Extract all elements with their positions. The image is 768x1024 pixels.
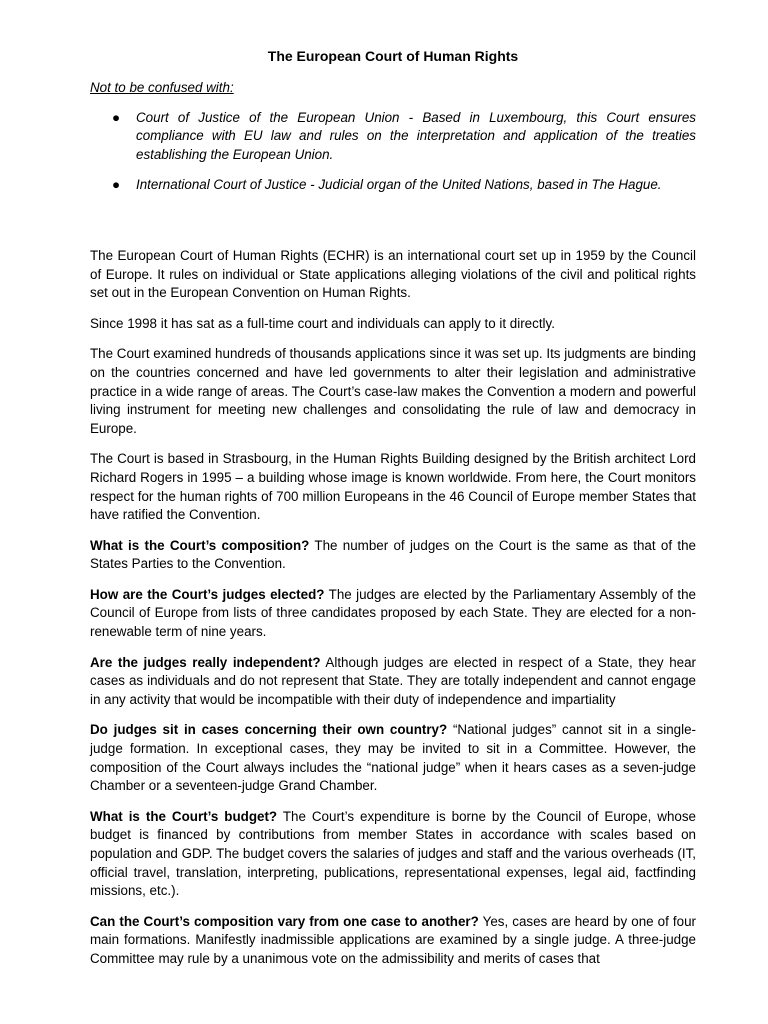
intro-paragraph: The European Court of Human Rights (ECHR) is an international court set up in 1959 by the Council of Europe. It rules on individual or State applications alleging violations of the civil and political rights set out in the European Convention on Human Rights. [90,247,696,301]
faq-answer: The Court’s expenditure is borne by the Council of Europe, whose budget is financed by contributions from member States in accordance with scales based on population and GDP. The budget covers the salaries of judges and staff and the various overheads (IT, official travel, translation, interpreting, publications, representational expenses, legal aid, factfinding missions, etc.). [90,808,696,899]
list-item-text: International Court of Justice - Judicial organ of the United Nations, based in The Hague. [136,177,662,193]
faq-question: Do judges sit in cases concerning their own country? [90,722,448,738]
faq-paragraph [90,721,696,795]
not-confused-list [90,109,696,195]
bullet-icon: ● [112,109,121,125]
faq-question: What is the Court’s budget? [90,808,278,824]
faq-paragraph [90,913,696,969]
faq-answer: “National judges” cannot sit in a single-judge formation. In exceptional cases, they may be invited to sit in a Committee. However, the composition of the Court always includes the “national judge” when it hears cases as a seven-judge Chamber or a seventeen-judge Grand Chamber. [90,722,696,794]
list-item [90,109,696,165]
intro-paragraph: The Court examined hundreds of thousands applications since it was set up. Its judgments are binding on the countries concerned and have led governments to alter their legislation and administrative practice in a wide range of areas. The Court’s case-law makes the Convention a modern and powerful living instrument for meeting new challenges and consolidating the rule of law and democracy in Europe. [90,346,696,436]
faq-paragraph [90,654,696,710]
list-item [90,176,696,195]
faq-paragraph [90,537,696,574]
faq-question: What is the Court’s composition? [90,537,310,553]
faq-answer: Yes, cases are heard by one of four main formations. Manifestly inadmissible applications are examined by a single judge. A three-judge Committee may rule by a unanimous vote on the admissibility and merits of cases that [90,913,696,966]
page-title: The European Court of Human Rights [267,48,519,64]
bullet-icon: ● [112,177,121,193]
faq-paragraph [90,808,696,901]
faq-question: Can the Court’s composition vary from one case to another? [90,913,479,929]
not-confused-heading: Not to be confused with: [90,80,234,95]
faq-question: How are the Court’s judges elected? [90,586,325,602]
intro-paragraph: The Court is based in Strasbourg, in the Human Rights Building designed by the British architect Lord Richard Rogers in 1995 – a building whose image is known worldwide. From here, the Court monitors respect for the human rights of 700 million Europeans in the 46 Council of Europe member States that have ratified the Convention. [90,451,696,523]
section-spacer [90,207,696,247]
list-item-text: Court of Justice of the European Union - Based in Luxembourg, this Court ensures compliance with EU law and rules on the interpretation and application of the treaties establishing the European Union. [136,109,696,162]
faq-answer: Although judges are elected in respect of a State, they hear cases as individuals and do not represent that State. They are totally independent and cannot engage in any activity that would be incompatible with their duty of independence and impartiality [90,654,696,707]
intro-paragraph: Since 1998 it has sat as a full-time court and individuals can apply to it directly. [90,315,555,331]
faq-answer: The judges are elected by the Parliamentary Assembly of the Council of Europe from lists of three candidates proposed by each State. They are elected for a non-renewable term of nine years. [90,586,696,640]
faq-answer: The number of judges on the Court is the same as that of the States Parties to the Convention. [90,537,696,572]
faq-question: Are the judges really independent? [90,654,321,670]
faq-paragraph [90,586,696,642]
